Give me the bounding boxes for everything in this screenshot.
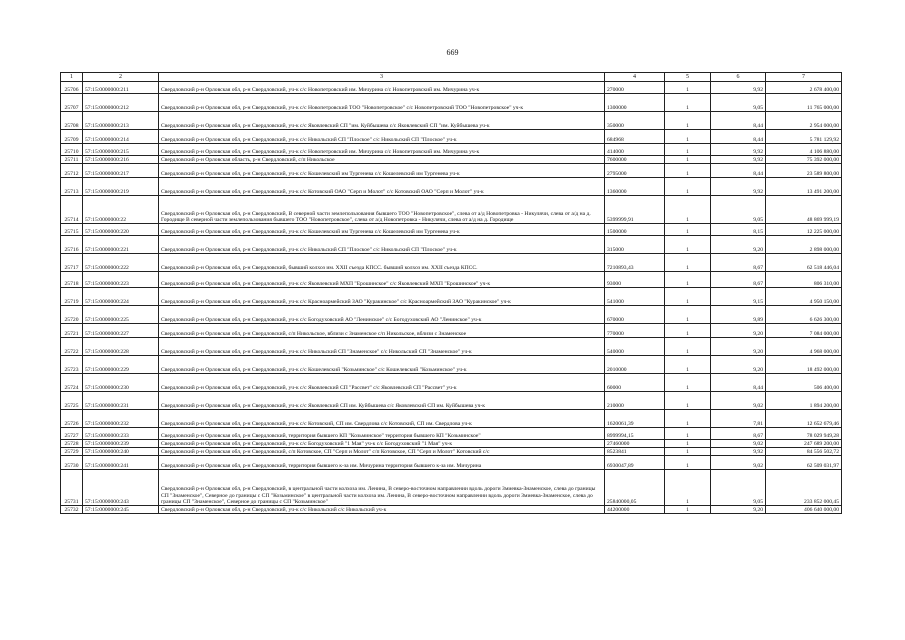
record-number: 25716 bbox=[61, 236, 83, 254]
parcel-description: Свердловский р-н Орловская обл, р-н Свердловский, уч-к с/с Кошелевский им Тургенева с/с Кошелевский им Тургенева уч-к bbox=[159, 224, 605, 236]
rate-value: 8,67 bbox=[711, 272, 766, 288]
parcel-description: Свердловский р-н Орловская обл, р-н Свердловский, территория бывшего к-за им. Мичурина территория бывшего к-за им. Мичурина bbox=[159, 456, 605, 470]
count-value: 1 bbox=[665, 306, 711, 324]
record-number: 25732 bbox=[61, 506, 83, 514]
cadastral-value: 406 640 000,00 bbox=[766, 506, 842, 514]
cadastral-number: 57:15:0000000:213 bbox=[83, 112, 159, 130]
count-value: 1 bbox=[665, 448, 711, 456]
cadastral-value: 12 225 000,00 bbox=[766, 224, 842, 236]
count-value: 1 bbox=[665, 456, 711, 470]
cadastral-number: 57:15:0000000:215 bbox=[83, 144, 159, 156]
rate-value: 9,20 bbox=[711, 338, 766, 356]
parcel-description: Свердловский р-н Орловская обл, р-н Свердловский, уч-к с/с Новопетровский им. Мичурина с/с Новопетровский им. Мичурина уч-к bbox=[159, 82, 605, 94]
rate-value: 7,81 bbox=[711, 410, 766, 428]
table-row bbox=[61, 288, 842, 306]
parcel-description: Свердловский р-н Орловская область, р-н Свердловский, с/п Никольское bbox=[159, 156, 605, 164]
parcel-area: 1360000 bbox=[605, 178, 665, 196]
table-row bbox=[61, 306, 842, 324]
rate-value: 9,20 bbox=[711, 236, 766, 254]
cadastral-value: 506 400,00 bbox=[766, 374, 842, 392]
cadastral-number: 57:15:0000000:233 bbox=[83, 428, 159, 440]
column-header: 3 bbox=[159, 73, 605, 82]
rate-value: 9,92 bbox=[711, 156, 766, 164]
count-value: 1 bbox=[665, 94, 711, 112]
cadastral-number: 57:15:0000000:229 bbox=[83, 356, 159, 374]
parcel-area: 1300000 bbox=[605, 94, 665, 112]
cadastral-number: 57:15:0000000:222 bbox=[83, 254, 159, 272]
cadastral-number: 57:15:0000000:240 bbox=[83, 448, 159, 456]
parcel-description: Свердловский р-н Орловская обл, р-н Свердловский, в центральной части колхоза им. Ленина, В северо-восточном направлении вдоль дороги Змиевка-Знаменское, слева до границы СП "Знаменское", Северное до границы с СП "Козьминское" в центральной части колхоза им. Ленина, В северо-восточном направлении вдоль дороги Змиевка-Знаменское, слева до границы СП "Знаменское", Северное до границы с СП "Козьминское" bbox=[159, 470, 605, 506]
cadastral-number: 57:15:0000000:221 bbox=[83, 236, 159, 254]
parcel-area: 2010000 bbox=[605, 356, 665, 374]
table-row bbox=[61, 254, 842, 272]
cadastral-table bbox=[60, 72, 842, 514]
cadastral-number: 57:15:0000000:232 bbox=[83, 410, 159, 428]
parcel-area: 2795000 bbox=[605, 164, 665, 178]
cadastral-value: 62 518 446,04 bbox=[766, 254, 842, 272]
parcel-description: Свердловский р-н Орловская обл, р-н Свердловский, уч-к с/с Кошелевский "Козьминское" с/с Кошелевский "Козьминское" уч-к bbox=[159, 356, 605, 374]
cadastral-value: 5 781 129,92 bbox=[766, 130, 842, 144]
cadastral-value: 247 689 200,00 bbox=[766, 440, 842, 448]
count-value: 1 bbox=[665, 392, 711, 410]
cadastral-number: 57:15:0000000:216 bbox=[83, 156, 159, 164]
rate-value: 9,02 bbox=[711, 392, 766, 410]
parcel-area: 1620061,39 bbox=[605, 410, 665, 428]
column-header: 7 bbox=[766, 73, 842, 82]
parcel-area: 44200000 bbox=[605, 506, 665, 514]
parcel-area: 270000 bbox=[605, 82, 665, 94]
count-value: 1 bbox=[665, 144, 711, 156]
record-number: 25720 bbox=[61, 306, 83, 324]
table-row bbox=[61, 144, 842, 156]
record-number: 25713 bbox=[61, 178, 83, 196]
record-number: 25708 bbox=[61, 112, 83, 130]
count-value: 1 bbox=[665, 338, 711, 356]
table-row bbox=[61, 112, 842, 130]
parcel-description: Свердловский р-н Орловская обл, р-н Свердловский, уч-к с/с Котовский ОАО "Серп и Молот" с/с Котовский ОАО "Серп и Молот" уч-к bbox=[159, 178, 605, 196]
record-number: 25731 bbox=[61, 470, 83, 506]
cadastral-number: 57:15:0000000:230 bbox=[83, 374, 159, 392]
table-row bbox=[61, 94, 842, 112]
record-number: 25712 bbox=[61, 164, 83, 178]
table-row bbox=[61, 178, 842, 196]
cadastral-value: 11 765 000,00 bbox=[766, 94, 842, 112]
parcel-description: Свердловский р-н Орловская обл, р-н Свердловский, уч-к с/с Новопетровский ТОО "Новопетровское" с/с Новопетровский ТОО "Новопетровское" уч-к bbox=[159, 94, 605, 112]
record-number: 25723 bbox=[61, 356, 83, 374]
parcel-area: 27460000 bbox=[605, 440, 665, 448]
parcel-description: Свердловский р-н Орловская обл, р-н Свердловский, уч-к с/с Никольский СП "Плоское" с/с Никольский СП "Плоское" уч-к bbox=[159, 236, 605, 254]
parcel-area: 8523841 bbox=[605, 448, 665, 456]
table-row bbox=[61, 156, 842, 164]
count-value: 1 bbox=[665, 82, 711, 94]
cadastral-number: 57:15:0000000:245 bbox=[83, 506, 159, 514]
record-number: 25718 bbox=[61, 272, 83, 288]
parcel-description: Свердловский р-н Орловская обл, р-н Свердловский, уч-к с/с Котовский, СП им. Свердлова с/с Котовский, СП им. Свердлова уч-к bbox=[159, 410, 605, 428]
cadastral-value: 75 392 000,00 bbox=[766, 156, 842, 164]
record-number: 25717 bbox=[61, 254, 83, 272]
table-row bbox=[61, 338, 842, 356]
record-number: 25710 bbox=[61, 144, 83, 156]
record-number: 25728 bbox=[61, 440, 83, 448]
cadastral-number: 57:15:0000000:219 bbox=[83, 178, 159, 196]
count-value: 1 bbox=[665, 254, 711, 272]
column-header: 6 bbox=[711, 73, 766, 82]
parcel-area: 684968 bbox=[605, 130, 665, 144]
parcel-description: Свердловский р-н Орловская обл, р-н Свердловский, уч-к с/с Яковлевский СП "им. Куйбышева с/с Яковлевский СП "им. Куйбышева уч-к bbox=[159, 112, 605, 130]
cadastral-value: 84 556 502,72 bbox=[766, 448, 842, 456]
rate-value: 9,15 bbox=[711, 288, 766, 306]
record-number: 25730 bbox=[61, 456, 83, 470]
parcel-description: Свердловский р-н Орловская обл, р-н Свердловский, с/п Котовское, СП "Серп и Молот" с/п Котовское, СП "Серп и Молот" Котовский с/с bbox=[159, 448, 605, 456]
cadastral-number: 57:15:0000000:227 bbox=[83, 324, 159, 338]
rate-value: 9,05 bbox=[711, 94, 766, 112]
table-row bbox=[61, 428, 842, 440]
column-header: 1 bbox=[61, 73, 83, 82]
count-value: 1 bbox=[665, 236, 711, 254]
column-header: 2 bbox=[83, 73, 159, 82]
rate-value: 8,15 bbox=[711, 224, 766, 236]
parcel-area: 25840000,05 bbox=[605, 470, 665, 506]
cadastral-value: 13 491 200,00 bbox=[766, 178, 842, 196]
parcel-area: 414000 bbox=[605, 144, 665, 156]
column-header: 5 bbox=[665, 73, 711, 82]
parcel-area: 350000 bbox=[605, 112, 665, 130]
cadastral-number: 57:15:0000000:211 bbox=[83, 82, 159, 94]
parcel-area: 6930047,89 bbox=[605, 456, 665, 470]
cadastral-number: 57:15:0000000:243 bbox=[83, 470, 159, 506]
cadastral-number: 57:15:0000000:223 bbox=[83, 272, 159, 288]
cadastral-value: 48 869 999,19 bbox=[766, 196, 842, 224]
parcel-area: 670000 bbox=[605, 306, 665, 324]
rate-value: 9,20 bbox=[711, 324, 766, 338]
parcel-area: 540000 bbox=[605, 338, 665, 356]
record-number: 25715 bbox=[61, 224, 83, 236]
record-number: 25709 bbox=[61, 130, 83, 144]
count-value: 1 bbox=[665, 196, 711, 224]
count-value: 1 bbox=[665, 410, 711, 428]
rate-value: 9,92 bbox=[711, 82, 766, 94]
table-row bbox=[61, 236, 842, 254]
cadastral-number: 57:15:0000000:22 bbox=[83, 196, 159, 224]
count-value: 1 bbox=[665, 356, 711, 374]
cadastral-number: 57:15:0000000:217 bbox=[83, 164, 159, 178]
parcel-description: Свердловский р-н Орловская обл, р-н Свердловский, территория бывшего КП "Козьминское" территория бывшего КП "Козьминское" bbox=[159, 428, 605, 440]
parcel-description: Свердловский р-н Орловская обл, р-н Свердловский, уч-к с/с Кошелевский им Тургенева с/с Кошелевский им Тургенева уч-к bbox=[159, 164, 605, 178]
cadastral-value: 1 894 200,00 bbox=[766, 392, 842, 410]
count-value: 1 bbox=[665, 440, 711, 448]
cadastral-number: 57:15:0000000:220 bbox=[83, 224, 159, 236]
table-row bbox=[61, 392, 842, 410]
record-number: 25725 bbox=[61, 392, 83, 410]
count-value: 1 bbox=[665, 374, 711, 392]
count-value: 1 bbox=[665, 224, 711, 236]
count-value: 1 bbox=[665, 156, 711, 164]
cadastral-value: 4 106 880,00 bbox=[766, 144, 842, 156]
table-row bbox=[61, 224, 842, 236]
rate-value: 9,92 bbox=[711, 448, 766, 456]
table-row bbox=[61, 82, 842, 94]
cadastral-number: 57:15:0000000:214 bbox=[83, 130, 159, 144]
parcel-area: 5399999,91 bbox=[605, 196, 665, 224]
rate-value: 9,05 bbox=[711, 196, 766, 224]
cadastral-value: 23 589 800,00 bbox=[766, 164, 842, 178]
rate-value: 8,44 bbox=[711, 374, 766, 392]
cadastral-value: 62 509 031,97 bbox=[766, 456, 842, 470]
table-row bbox=[61, 374, 842, 392]
cadastral-value: 18 492 000,00 bbox=[766, 356, 842, 374]
cadastral-value: 806 310,00 bbox=[766, 272, 842, 288]
record-number: 25707 bbox=[61, 94, 83, 112]
record-number: 25726 bbox=[61, 410, 83, 428]
cadastral-number: 57:15:0000000:225 bbox=[83, 306, 159, 324]
parcel-description: Свердловский р-н Орловская обл, р-н Свердловский, уч-к с/с Красноармейский ЗАО "Куракинское" с/с Красноармейский ЗАО "Куракинское" уч-к bbox=[159, 288, 605, 306]
column-header: 4 bbox=[605, 73, 665, 82]
table-row bbox=[61, 130, 842, 144]
record-number: 25722 bbox=[61, 338, 83, 356]
rate-value: 8,44 bbox=[711, 164, 766, 178]
parcel-area: 1500000 bbox=[605, 224, 665, 236]
parcel-description: Свердловский р-н Орловская обл, р-н Свердловский, бывший колхоз им. XXII съезда КПСС. бывший колхоз им. XXII съезда КПСС. bbox=[159, 254, 605, 272]
record-number: 25724 bbox=[61, 374, 83, 392]
count-value: 1 bbox=[665, 164, 711, 178]
rate-value: 9,02 bbox=[711, 440, 766, 448]
parcel-area: 210000 bbox=[605, 392, 665, 410]
rate-value: 9,02 bbox=[711, 456, 766, 470]
rate-value: 8,67 bbox=[711, 254, 766, 272]
record-number: 25727 bbox=[61, 428, 83, 440]
cadastral-number: 57:15:0000000:241 bbox=[83, 456, 159, 470]
table-row bbox=[61, 272, 842, 288]
count-value: 1 bbox=[665, 112, 711, 130]
parcel-area: 541000 bbox=[605, 288, 665, 306]
count-value: 1 bbox=[665, 470, 711, 506]
parcel-description: Свердловский р-н Орловская обл, р-н Свердловский, уч-к с/с Яковлевский СП им. Куйбышева с/с Яковлевский СП им. Куйбышева уч-к bbox=[159, 392, 605, 410]
parcel-description: Свердловский р-н Орловская обл, р-н Свердловский, уч-к с/с Никольский СП "Плоское" с/с Никольский СП "Плоское" уч-к bbox=[159, 130, 605, 144]
cadastral-number: 57:15:0000000:224 bbox=[83, 288, 159, 306]
count-value: 1 bbox=[665, 178, 711, 196]
cadastral-value: 4 950 150,00 bbox=[766, 288, 842, 306]
record-number: 25706 bbox=[61, 82, 83, 94]
parcel-description: Свердловский р-н Орловская обл, р-н Свердловский, уч-к с/с Богодуховский АО "Ленинское" с/с Богодуховский АО "Ленинское" уч-к bbox=[159, 306, 605, 324]
cadastral-value: 7 084 000,00 bbox=[766, 324, 842, 338]
rate-value: 9,05 bbox=[711, 470, 766, 506]
table-row bbox=[61, 456, 842, 470]
count-value: 1 bbox=[665, 272, 711, 288]
parcel-area: 315000 bbox=[605, 236, 665, 254]
rate-value: 9,92 bbox=[711, 144, 766, 156]
rate-value: 8,67 bbox=[711, 428, 766, 440]
parcel-description: Свердловский р-н Орловская обл, р-н Свердловский, уч-к с/с Никольский СП "Знаменское" с/с Никольский СП "Знаменское" уч-к bbox=[159, 338, 605, 356]
count-value: 1 bbox=[665, 288, 711, 306]
record-number: 25714 bbox=[61, 196, 83, 224]
table-row bbox=[61, 440, 842, 448]
table-row bbox=[61, 196, 842, 224]
cadastral-value: 2 898 000,00 bbox=[766, 236, 842, 254]
cadastral-value: 12 652 679,46 bbox=[766, 410, 842, 428]
table-row bbox=[61, 448, 842, 456]
table-row bbox=[61, 506, 842, 514]
table-row bbox=[61, 356, 842, 374]
parcel-description: Свердловский р-н Орловская обл, р-н Свердловский, уч-к с/с Никольский с/с Никольский уч-к bbox=[159, 506, 605, 514]
record-number: 25719 bbox=[61, 288, 83, 306]
cadastral-value: 6 626 300,00 bbox=[766, 306, 842, 324]
rate-value: 9,92 bbox=[711, 178, 766, 196]
parcel-description: Свердловский р-н Орловская обл, р-н Свердловский, уч-к с/с Новопетровский им. Мичурина с/с Новопетровский им. Мичурина уч-к bbox=[159, 144, 605, 156]
table-row bbox=[61, 470, 842, 506]
count-value: 1 bbox=[665, 428, 711, 440]
table-header-row bbox=[61, 73, 842, 82]
record-number: 25711 bbox=[61, 156, 83, 164]
parcel-area: 770000 bbox=[605, 324, 665, 338]
cadastral-value: 2 678 400,00 bbox=[766, 82, 842, 94]
cadastral-value: 2 954 000,00 bbox=[766, 112, 842, 130]
parcel-area: 60000 bbox=[605, 374, 665, 392]
parcel-area: 8999994,15 bbox=[605, 428, 665, 440]
parcel-area: 7600000 bbox=[605, 156, 665, 164]
parcel-description: Свердловский р-н Орловская обл, р-н Свердловский, уч-к с/с Богодуховский "1 Мая" уч-к с/с Богодуховский "1 Мая" уч-к bbox=[159, 440, 605, 448]
cadastral-number: 57:15:0000000:212 bbox=[83, 94, 159, 112]
parcel-description: Свердловский р-н Орловская обл, р-н Свердловский, В северной части землепользования бывшего ТОО "Новопетровское", слева от а/д Новопетровка - Никулячи, слева от а/д на д. Городище В северной части землепользования бывшего ТОО "Новопетровское", слева от а/д Новопетровка - Никулячи, слева от а/д на д. Городище bbox=[159, 196, 605, 224]
record-number: 25721 bbox=[61, 324, 83, 338]
record-number: 25729 bbox=[61, 448, 83, 456]
cadastral-number: 57:15:0000000:228 bbox=[83, 338, 159, 356]
parcel-description: Свердловский р-н Орловская обл, р-н Свердловский, уч-к с/с Яковлевский МХП "Ерошинское" с/с Яковлевский МХП "Ерошинское" уч-к bbox=[159, 272, 605, 288]
rate-value: 8,44 bbox=[711, 130, 766, 144]
rate-value: 9,20 bbox=[711, 506, 766, 514]
cadastral-value: 4 968 000,00 bbox=[766, 338, 842, 356]
parcel-area: 7210893,43 bbox=[605, 254, 665, 272]
count-value: 1 bbox=[665, 506, 711, 514]
rate-value: 9,20 bbox=[711, 356, 766, 374]
table-row bbox=[61, 164, 842, 178]
rate-value: 9,89 bbox=[711, 306, 766, 324]
cadastral-number: 57:15:0000000:231 bbox=[83, 392, 159, 410]
cadastral-value: 233 852 000,45 bbox=[766, 470, 842, 506]
cadastral-value: 78 029 949,28 bbox=[766, 428, 842, 440]
parcel-description: Свердловский р-н Орловская обл, р-н Свердловский, уч-к с/с Яковлевский СП "Рассвет" с/с Яковлевский СП "Рассвет" уч-к bbox=[159, 374, 605, 392]
parcel-description: Свердловский р-н Орловская обл, р-н Свердловский, с/п Никольское, вблизи с Знаменское с/п Никольское, вблизи с Знаменское bbox=[159, 324, 605, 338]
rate-value: 8,44 bbox=[711, 112, 766, 130]
page-number: 669 bbox=[446, 48, 459, 57]
count-value: 1 bbox=[665, 324, 711, 338]
count-value: 1 bbox=[665, 130, 711, 144]
parcel-area: 93000 bbox=[605, 272, 665, 288]
table-row bbox=[61, 410, 842, 428]
table-row bbox=[61, 324, 842, 338]
cadastral-number: 57:15:0000000:239 bbox=[83, 440, 159, 448]
